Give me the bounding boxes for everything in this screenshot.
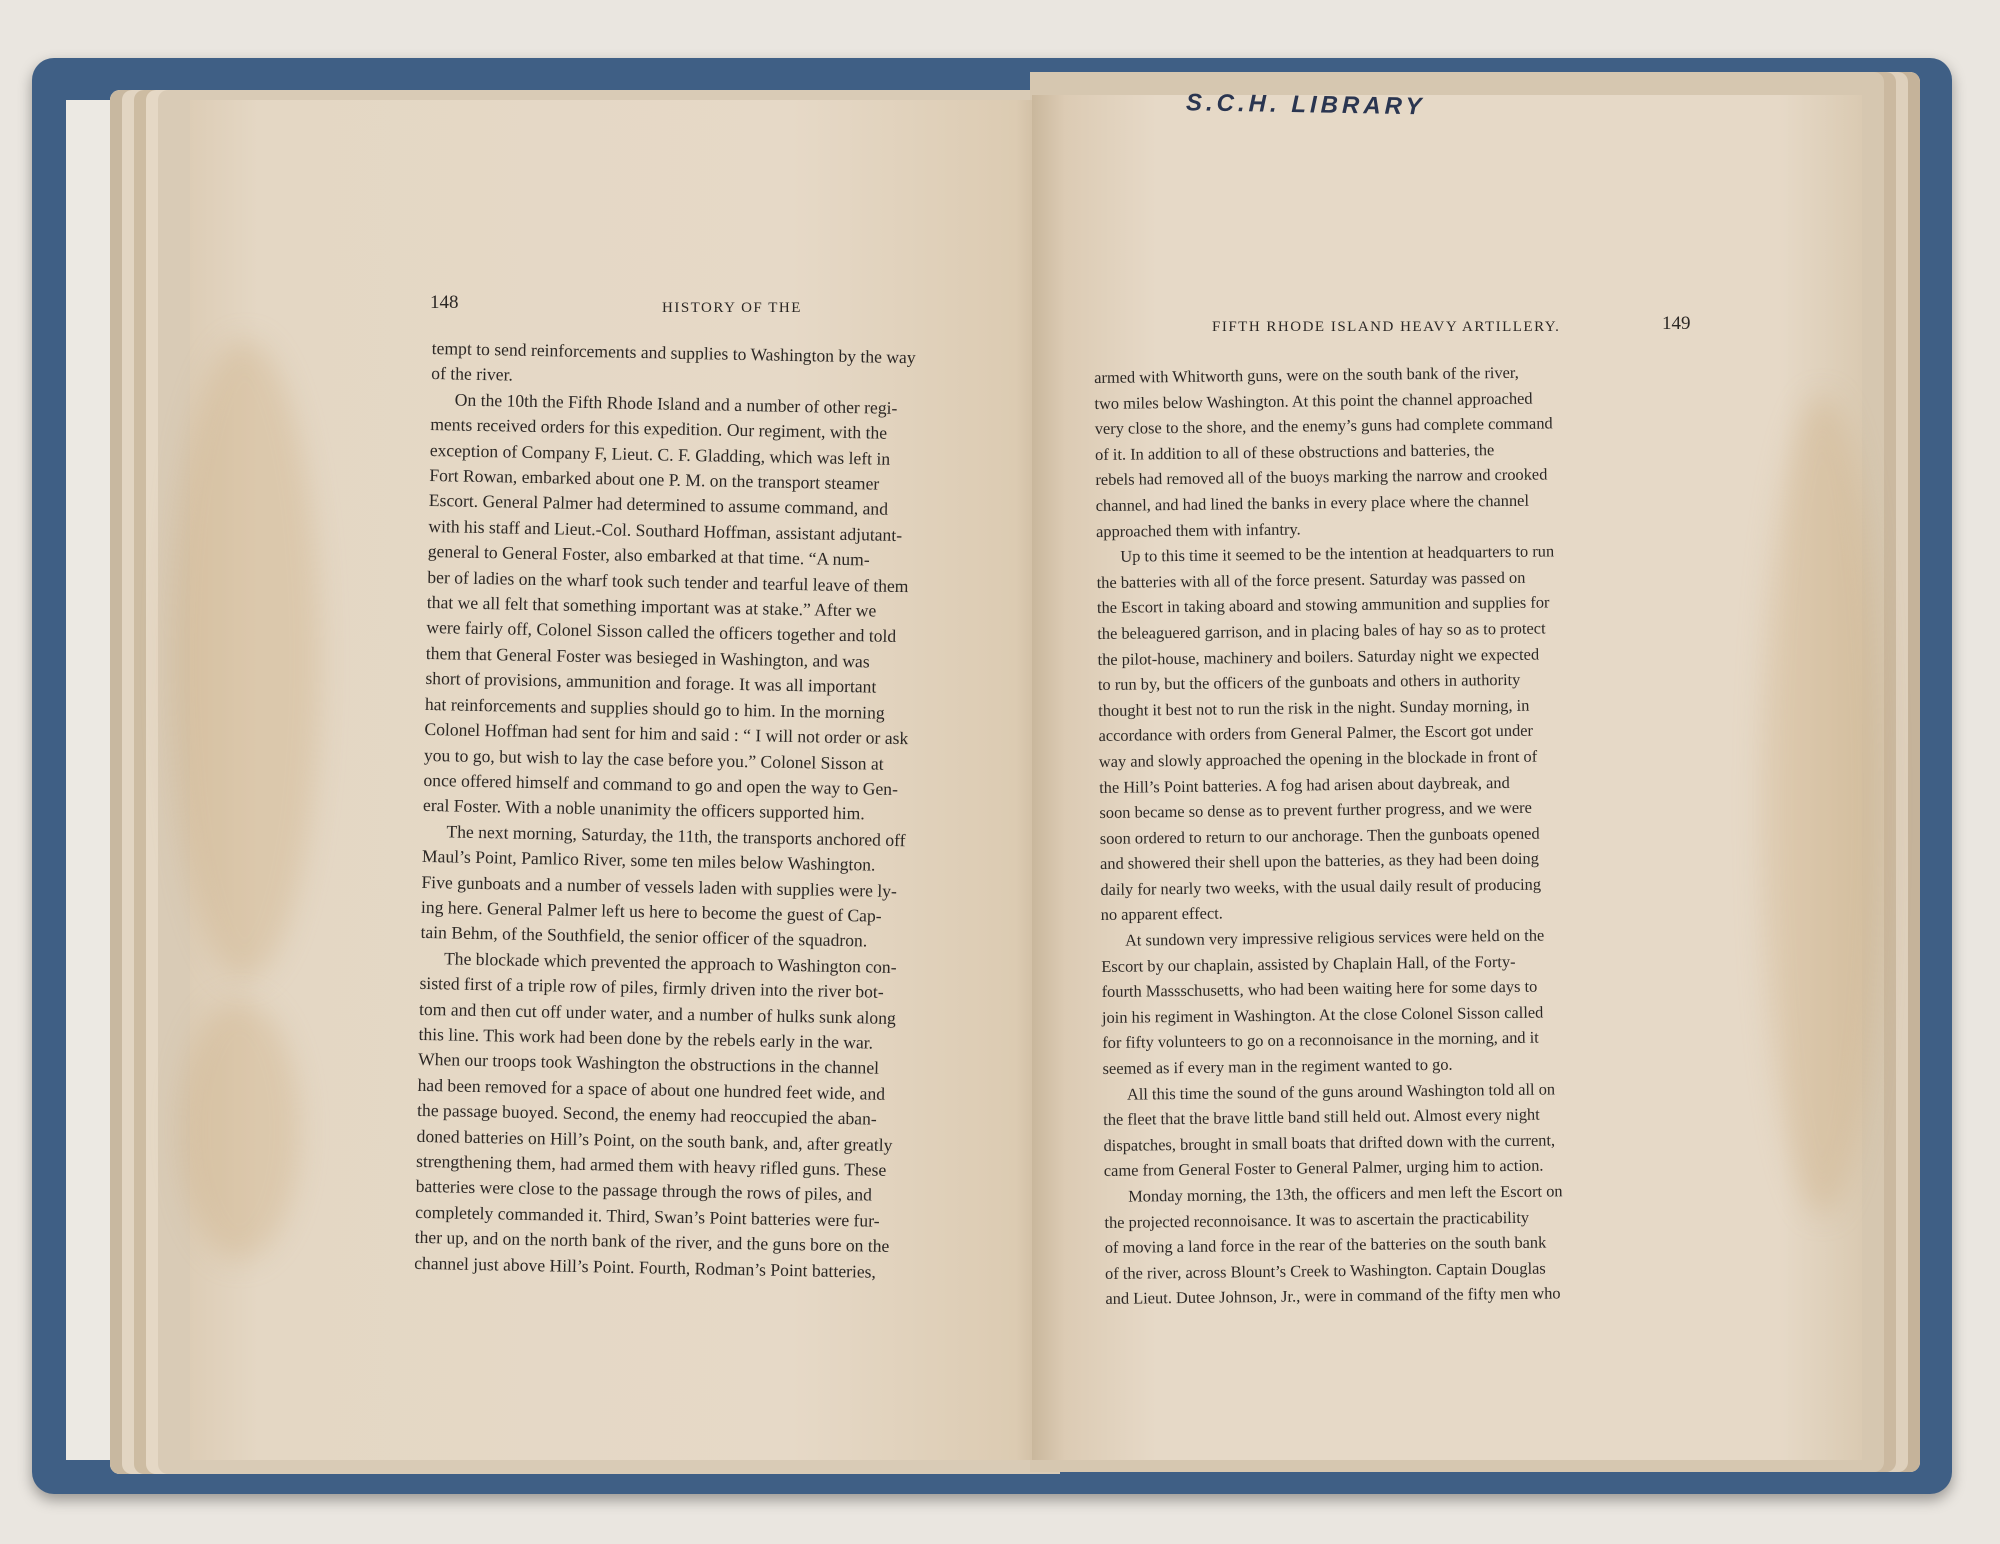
text-line: you to go, but wish to lay the case before you.” Colonel Sisson at xyxy=(423,744,884,774)
text-line: the Hill’s Point batteries. A fog had arisen about daybreak, and xyxy=(1099,772,1510,797)
water-stain xyxy=(170,340,320,980)
text-line: Fort Rowan, embarked about one P. M. on the transport steamer xyxy=(429,465,880,494)
text-line: to run by, but the officers of the gunboats and others in authority xyxy=(1097,669,1521,695)
text-line: exception of Company F, Lieut. C. F. Gladding, which was left in xyxy=(429,439,891,469)
text-line: the Escort in taking aboard and stowing ammunition and supplies for xyxy=(1096,592,1550,618)
text-line: the projected reconnoisance. It was to ascertain the practicability xyxy=(1104,1207,1530,1232)
paragraph xyxy=(1104,1177,1708,1312)
text-line: batteries were close to the passage through the rows of piles, and xyxy=(415,1176,873,1206)
text-line: short of provisions, ammunition and forage. It was all important xyxy=(425,668,877,697)
text-line: tempt to send reinforcements and supplies to Washington by the way xyxy=(431,337,916,368)
text-line: tain Behm, of the Southfield, the senior officer of the squadron. xyxy=(420,922,868,951)
text-line: of the river. xyxy=(431,363,514,385)
water-stain xyxy=(1762,395,1882,1215)
water-stain xyxy=(180,1000,300,1260)
text-line: ber of ladies on the wharf took such tender and tearful leave of them xyxy=(427,566,909,596)
paragraph xyxy=(1094,358,1698,544)
text-line: accordance with orders from General Palmer, the Escort got under xyxy=(1098,720,1534,746)
text-line: completely commanded it. Third, Swan’s Point batteries were fur- xyxy=(414,1201,880,1231)
text-line: At sundown very impressive religious services were held on the xyxy=(1124,925,1545,950)
text-line: hat reinforcements and supplies should go to him. In the morning xyxy=(424,693,885,723)
text-line: the pilot-house, machinery and boilers. Saturday night we expected xyxy=(1097,644,1540,669)
text-line: had been removed for a space of about one hundred feet wide, and xyxy=(417,1074,886,1104)
text-line: them that General Foster was besieged in Washington, and was xyxy=(425,642,870,672)
text-line: Five gunboats and a number of vessels laden with supplies were ly- xyxy=(421,871,898,901)
library-stamp: S.C.H. LIBRARY xyxy=(1185,89,1426,121)
text-line: join his regiment in Washington. At the close Colonel Sisson called xyxy=(1101,1002,1544,1027)
page-number: 148 xyxy=(430,292,459,313)
text-line: dispatches, brought in small boats that drifted down with the current, xyxy=(1103,1130,1556,1155)
text-line: armed with Whitworth guns, were on the south bank of the river, xyxy=(1094,362,1519,387)
text-line: seemed as if every man in the regiment wanted to go. xyxy=(1102,1054,1453,1078)
text-line: and showered their shell upon the batteries, as they had been doing xyxy=(1099,848,1539,874)
text-line: rebels had removed all of the buoys marking the narrow and crooked xyxy=(1095,464,1548,490)
page-number: 149 xyxy=(1662,313,1691,334)
paragraph xyxy=(1103,1074,1706,1184)
text-line: the fleet that the brave little band still held out. Almost every night xyxy=(1103,1104,1540,1130)
text-line: the beleaguered garrison, and in placing bales of hay so as to protect xyxy=(1097,618,1546,643)
text-line: sisted first of a triple row of piles, firmly driven into the river bot- xyxy=(419,973,884,1002)
text-line: tom and then cut off under water, and a number of hulks sunk along xyxy=(418,998,897,1028)
text-line: ments received orders for this expedition. Our regiment, with the xyxy=(430,414,888,443)
text-line: no apparent effect. xyxy=(1100,903,1223,925)
text-line: daily for nearly two weeks, with the usual daily result of producing xyxy=(1100,874,1542,899)
text-line: soon ordered to return to our anchorage. Then the gunboats opened xyxy=(1099,823,1540,848)
text-line: channel, and had lined the banks in every place where the channel xyxy=(1095,490,1530,515)
text-line: channel just above Hill’s Point. Fourth, Rodman’s Point batteries, xyxy=(414,1252,877,1282)
text-line: Escort. General Palmer had determined to assume command, and xyxy=(428,490,889,520)
text-line: thought it best not to run the risk in the night. Sunday morning, in xyxy=(1098,695,1530,720)
text-line: Colonel Hoffman had sent for him and said : “ I will not order or ask xyxy=(424,719,909,749)
running-head: FIFTH RHODE ISLAND HEAVY ARTILLERY. xyxy=(1212,319,1561,335)
text-line: very close to the shore, and the enemy’s guns had complete command xyxy=(1094,413,1553,439)
text-line: that we all felt that something important was at stake.” After we xyxy=(426,592,877,621)
text-line: of the river, across Blount’s Creek to Washington. Captain Douglas xyxy=(1104,1258,1546,1283)
text-line: of it. In addition to all of these obstructions and batteries, the xyxy=(1094,439,1495,464)
right-page xyxy=(1032,95,1862,1460)
text-line: ing here. General Palmer left us here to become the guest of Cap- xyxy=(420,896,882,926)
text-line: Up to this time it seemed to be the intention at headquarters to run xyxy=(1120,541,1555,566)
text-line: once offered himself and command to go and open the way to Gen- xyxy=(423,769,899,799)
paragraph xyxy=(1096,537,1703,928)
text-line: eral Foster. With a noble unanimity the officers supported him. xyxy=(422,795,865,824)
text-line: general to General Foster, also embarked at that time. “A num- xyxy=(427,541,870,570)
text-line: The blockade which prevented the approach to Washington con- xyxy=(443,948,897,977)
right-page-text xyxy=(1094,358,1708,1312)
paragraph xyxy=(1101,921,1705,1082)
text-line: and Lieut. Dutee Johnson, Jr., were in command of the fifty men who xyxy=(1105,1283,1561,1309)
text-line: soon became so dense as to prevent further progress, and we were xyxy=(1099,797,1532,823)
text-line: The next morning, Saturday, the 11th, the transports anchored off xyxy=(446,821,906,850)
left-page xyxy=(190,100,1050,1460)
text-line: were fairly off, Colonel Sisson called the officers together and told xyxy=(426,617,897,647)
text-line: On the 10th the Fifth Rhode Island and a number of other regi- xyxy=(454,389,898,418)
text-line: for fifty volunteers to go on a reconnoisance in the morning, and it xyxy=(1102,1028,1539,1053)
text-line: Escort by our chaplain, assisted by Chaplain Hall, of the Forty- xyxy=(1101,951,1516,976)
text-line: of moving a land force in the rear of the batteries on the south bank xyxy=(1104,1232,1547,1258)
text-line: Monday morning, the 13th, the officers and men left the Escort on xyxy=(1128,1181,1563,1206)
text-line: came from General Foster to General Palmer, urging him to action. xyxy=(1103,1155,1544,1181)
text-line: the passage buoyed. Second, the enemy had reoccupied the aban- xyxy=(416,1100,877,1129)
text-line: doned batteries on Hill’s Point, on the south bank, and, after greatly xyxy=(416,1125,893,1155)
text-line: ther up, and on the north bank of the river, and the guns bore on the xyxy=(414,1227,890,1257)
text-line: way and slowly approached the opening in the blockade in front of xyxy=(1098,746,1538,771)
running-head: HISTORY OF THE xyxy=(662,300,802,316)
text-line: approached them with infantry. xyxy=(1095,519,1301,541)
text-line: fourth Massschusetts, who had been waiting here for some days to xyxy=(1101,976,1538,1002)
text-line: this line. This work had been done by the rebels early in the war. xyxy=(418,1023,874,1053)
text-line: with his staff and Lieut.-Col. Southard Hoffman, assistant adjutant- xyxy=(428,515,903,545)
text-line: the batteries with all of the force present. Saturday was passed on xyxy=(1096,567,1526,592)
text-line: Maul’s Point, Pamlico River, some ten miles below Washington. xyxy=(421,846,876,875)
text-line: All this time the sound of the guns around Washington told all on xyxy=(1126,1079,1556,1104)
text-line: strengthening them, had armed them with heavy rifled guns. These xyxy=(415,1150,887,1180)
text-line: two miles below Washington. At this point the channel approached xyxy=(1094,388,1533,413)
text-line: When our troops took Washington the obstructions in the channel xyxy=(417,1049,880,1079)
